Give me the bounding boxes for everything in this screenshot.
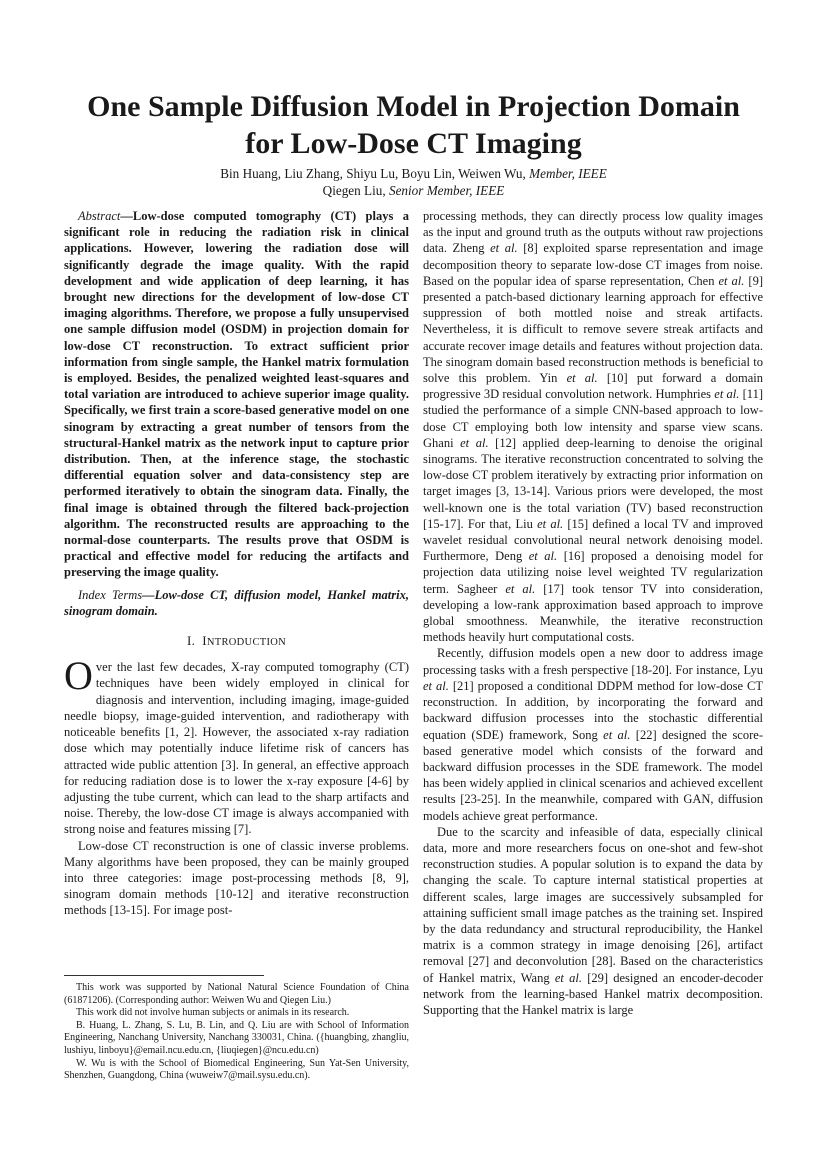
footnote-funding: This work was supported by National Natural Science Foundation of China (61871206). (Corresponding author: Weiwen Wu and Qiegen Liu.) <box>64 982 409 1006</box>
abstract-label: Abstract <box>78 209 121 223</box>
text-span: [11] studied the performance of a simple CNN-based approach to low-dose CT employing both low intensity and sparse view scans. Ghani <box>423 387 763 450</box>
author-names-2: Qiegen Liu, <box>322 183 386 198</box>
abstract <box>64 208 409 581</box>
author-line-1 <box>80 165 747 182</box>
section-heading-introduction <box>64 633 409 651</box>
etal: et al. <box>528 549 558 564</box>
abstract-text: —Low-dose computed tomography (CT) plays a significant role in reducing the radiation risk in clinical applications. However, lowering the radiation dose will significantly degrade the image quality. With the rapid development and wide application of deep learning, it has brought new directions for the development of low-dose CT imaging algorithms. Therefore, we propose a fully unsupervised one sample diffusion model (OSDM) in projection domain for low-dose CT reconstruction. To extract sufficient prior information from single sample, the Hankel matrix formulation is employed. Besides, the penalized weighted least-squares and total variation are introduced to achieve superior image quality. Specifically, we first train a score-based generative model on one sinogram by extracting a great number of tensors from the structural-Hankel matrix as the network input to capture prior distribution. Then, at the inference stage, the stochastic differential equation solver and data-consistency step are performed iteratively to obtain the sinogram data. Finally, the final image is obtained through the filtered back-projection algorithm. The reconstructed results are approaching to the normal-dose counterparts. The results prove that OSDM is practical and effective model for reducing the artifacts and preserving the image quality. <box>64 209 409 580</box>
text-span: [21] proposed a conditional DDPM method for low-dose CT reconstruction. In addition, by incorporating the forward and backward diffusion processes into the stochastic differential equation (SDE) framework, Song <box>423 678 763 742</box>
right-paragraph-1 <box>423 208 763 645</box>
etal: et al. <box>714 387 740 402</box>
text-span: [29] designed an encoder-decoder network from the learning-based Hankel matrix decomposition. Supporting that the Hankel matrix is large <box>423 970 763 1017</box>
footnotes <box>64 975 409 1083</box>
footnote-affiliation-1: B. Huang, L. Zhang, S. Lu, B. Lin, and Q. Liu are with School of Information Engineering, Nanchang University, Nanchang 330031, China. ({huangbing, zhangliu, lushiyu, linboyu}@email.ncu.edu.cn, {liuqiegen}@ncu.edu.cn) <box>64 1019 409 1056</box>
drop-cap: O <box>64 653 93 699</box>
intro-paragraph-2: Low-dose CT reconstruction is one of classic inverse problems. Many algorithms have been proposed, they can be mainly grouped into three categories: image post-processing methods [8, 9], sinogram domain methods [10-12] and iterative reconstruction methods [13-15]. For image post- <box>64 838 409 918</box>
text-span: [15] defined a local TV and improved wavelet residual convolutional neural network denoising model. Furthermore, Deng <box>423 516 763 564</box>
index-terms <box>64 587 409 619</box>
right-paragraph-3 <box>423 824 763 1018</box>
text-span: Due to the scarcity and infeasible of data, especially clinical data, more and more researchers focus on one-shot and few-shot reconstruction studies. A popular solution is to expand the data by changing the scale. To capture internal statistical properties at different scales, large images are successively subsampled for attaining sufficient small image patches as the training set. Inspired by the data redundancy and structural reproducibility, the Hankel matrix is a common strategy in image denoising [26], artifact removal [27] and deconvolution [28]. Based on the characteristics of Hankel matrix, Wang <box>423 824 763 985</box>
etal: et al. <box>505 581 536 596</box>
paper-title: One Sample Diffusion Model in Projection Domain for Low-Dose CT Imaging <box>87 90 740 160</box>
text-span: [22] designed the score-based generative model which consists of the forward and backward diffusion processes in the SDE framework. The model has been widely applied in clinical scenarios and achieved excellent results [23-25]. In the meanwhile, compared with GAN, diffusion models achieve great performance. <box>423 727 763 823</box>
intro-paragraph-1-text: ver the last few decades, X-ray computed tomography (CT) techniques have been widely employed in clinical for diagnosis and intervention, including imaging, image-guided needle biopsy, image-guided intervention, and radiotherapy with noticeable benefits [1, 2]. However, the associated x-ray radiation dose which may potentially induce lifetime risk of cancers has attracted wide public attention [3]. In general, an effective approach for reducing radiation dose is to lower the x-ray exposure [4-6] by adjusting the tube current, which can lead to the sharp artifacts and noise. Thereby, the low-dose CT image is always accompanied with strong noise and features missing [7]. <box>64 660 409 837</box>
author-role-1: Member, IEEE <box>529 166 607 181</box>
etal: et al. <box>603 727 631 742</box>
etal: et al. <box>460 435 489 450</box>
footnote-affiliation-2: W. Wu is with the School of Biomedical Engineering, Sun Yat-Sen University, Shenzhen, Guangdong, China (wuweiw7@mail.sysu.edu.cn). <box>64 1057 409 1082</box>
text-span: [17] took tensor TV into consideration, developing a low-rank approximation based approach to improve global smoothness. Meanwhile, the iterative reconstruction methods heavily hurt computational costs. <box>423 581 764 645</box>
index-terms-text: —Low-dose CT, diffusion model, Hankel matrix, sinogram domain. <box>64 587 409 618</box>
etal: et al. <box>537 516 564 531</box>
text-span: Recently, diffusion models open a new door to address image processing tasks with a fresh perspective [18-20]. For instance, Lyu <box>423 646 763 677</box>
etal: et al. <box>423 678 449 693</box>
text-span: [9] presented a patch-based dictionary learning approach for effective suppression of both mottled noise and streak artifacts. Nevertheless, it is difficult to remove severe streak artifacts and accurate recover image details and features without projection data. The sinogram domain based reconstruction methods is beneficial to solve this problem. Yin <box>423 273 764 386</box>
footnote-rule <box>64 975 264 976</box>
text-span: [12] applied deep-learning to denoise the original sinograms. The iterative reconstruction concentrated to solving the low-dose CT problem iteratively by extracting prior information on target images [3, 13-14]. Various priors were developed, the most well-known one is the total variation (TV) based reconstruction [15-17]. For that, Liu <box>423 435 763 531</box>
index-terms-label: Index Terms <box>78 587 143 602</box>
section-title-rest: NTRODUCTION <box>206 637 287 649</box>
etal: et al. <box>566 371 598 386</box>
author-line-2 <box>80 182 747 199</box>
right-paragraph-2 <box>423 645 763 823</box>
author-role-2: Senior Member, IEEE <box>388 183 505 198</box>
etal: et al. <box>554 970 582 985</box>
text-span: [8] exploited sparse representation and image decomposition theory to separate low-dose CT images from noise. Based on the popular idea of sparse representation, Chen <box>423 241 763 288</box>
left-column <box>64 208 409 919</box>
intro-paragraph-1 <box>64 653 409 837</box>
section-number: I. <box>186 633 196 649</box>
text-span: [10] put forward a domain progressive 3D residual convolution network. Humphries <box>423 371 764 402</box>
author-list <box>80 165 747 199</box>
text-span: [16] proposed a denoising model for projection data utilizing noise level weighted TV regularization term. Sagheer <box>423 549 763 596</box>
footnote-ethics: This work did not involve human subjects or animals in its research. <box>76 1007 350 1019</box>
etal: et al. <box>718 273 745 288</box>
etal: et al. <box>490 241 518 256</box>
text-span: processing methods, they can directly process low quality images as the input and ground truth as the outputs without raw projections data. Zheng <box>423 209 763 256</box>
right-column <box>423 208 763 1018</box>
author-names-1: Bin Huang, Liu Zhang, Shiyu Lu, Boyu Lin, Weiwen Wu, <box>220 166 526 181</box>
section-title-initial: I <box>202 633 207 649</box>
